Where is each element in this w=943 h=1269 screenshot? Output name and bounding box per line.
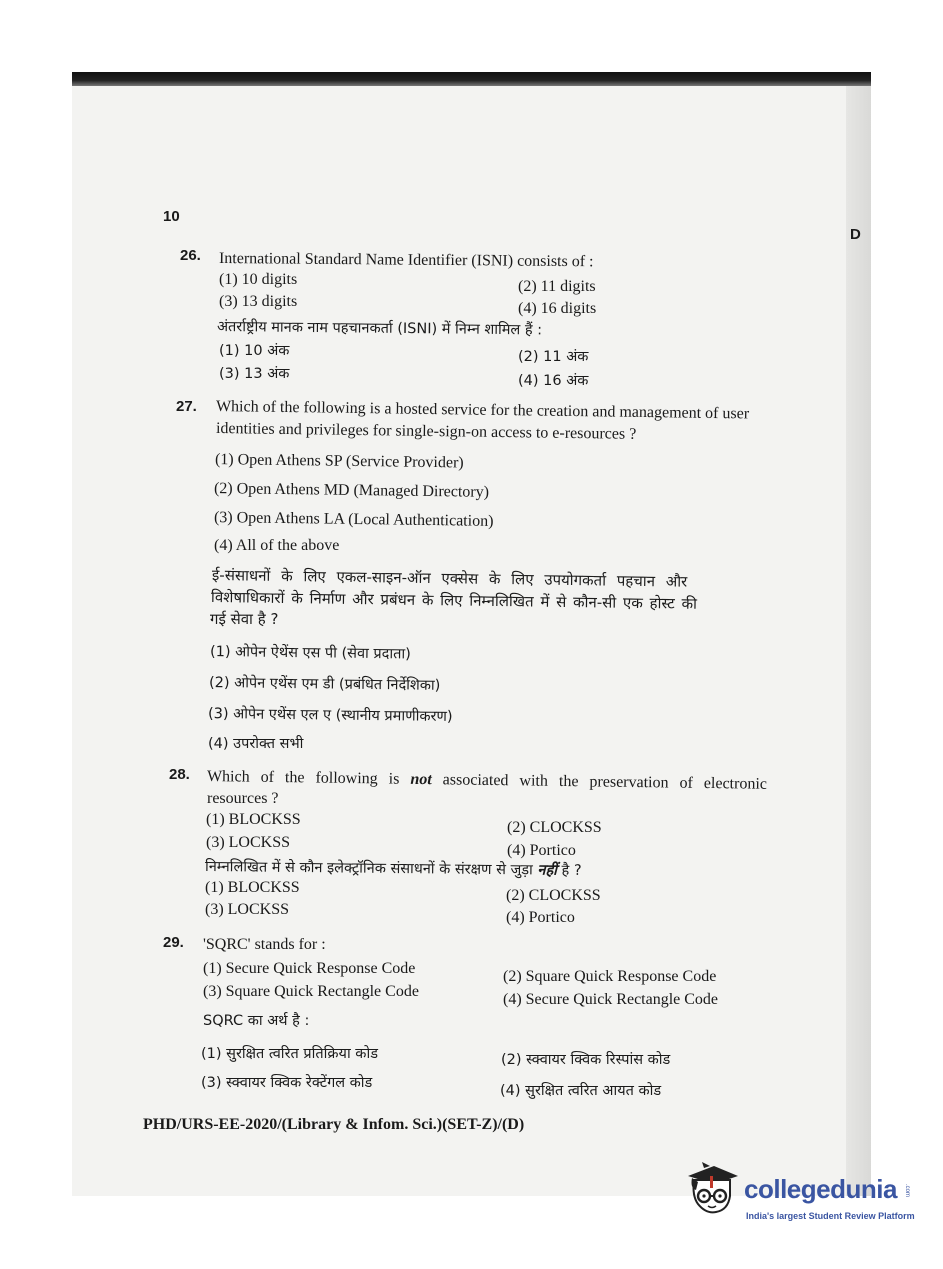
q29-option-1-hi: (1) सुरक्षित त्वरित प्रतिक्रिया कोड [201,1046,378,1062]
q26-option-3-hi: (3) 13 अंक [219,366,290,382]
q28-option-2-en: (2) CLOCKSS [507,819,602,836]
question-29-number: 29. [163,934,184,951]
q28-option-1-en: (1) BLOCKSS [206,811,301,828]
question-27-text-en-line1: Which of the following is a hosted service for the creation and management of user [215,398,750,423]
question-28-text-en-line2: resources ? [207,790,279,807]
q26-option-3-en: (3) 13 digits [219,293,298,310]
q26-option-2-hi: (2) 11 अंक [518,349,589,365]
q28-option-3-hi: (3) LOCKSS [205,901,290,918]
q28-option-1-hi: (1) BLOCKSS [205,879,300,896]
question-26-text-en: International Standard Name Identifier (ISNI) consists of : [218,250,594,271]
q27-option-1-en: (1) Open Athens SP (Service Provider) [214,451,464,472]
q28-option-2-hi: (2) CLOCKSS [506,887,601,904]
q28-option-3-en: (3) LOCKSS [206,834,291,851]
q26-option-1-hi: (1) 10 अंक [219,343,290,359]
q28-option-4-en: (4) Portico [507,842,576,859]
q27-option-4-hi: (4) उपरोक्त सभी [208,736,304,752]
question-27-text-hi-line2: विशेषाधिकारों के निर्माण और प्रबंधन के लिए निम्नलिखित में से कौन-सी एक होस्ट की [210,588,698,613]
q27-option-2-en: (2) Open Athens MD (Managed Directory) [213,480,490,501]
q28-option-4-hi: (4) Portico [506,909,575,926]
collegedunia-watermark [684,1162,924,1224]
q28-hi-post: है ? [556,862,582,879]
question-27-number: 27. [176,398,197,415]
q26-option-4-en: (4) 16 digits [518,300,597,317]
q29-option-2-hi: (2) स्क्वायर क्विक रिस्पांस कोड [501,1052,671,1068]
question-29-text-hi: SQRC का अर्थ है : [203,1013,310,1029]
q29-option-1-en: (1) Secure Quick Response Code [203,960,416,977]
q29-option-4-en: (4) Secure Quick Rectangle Code [503,991,719,1008]
q26-option-2-en: (2) 11 digits [518,278,596,295]
q29-option-3-en: (3) Square Quick Rectangle Code [203,983,419,1000]
q27-option-2-hi: (2) ओपेन एथेंस एम डी (प्रबंधित निर्देशिका) [208,675,441,694]
question-27-text-en-line2: identities and privileges for single-sign-on access to e-resources ? [215,420,637,443]
question-26-text-hi: अंतर्राष्ट्रीय मानक नाम पहचानकर्ता (ISNI) में निम्न शामिल हैं : [216,319,543,339]
scanned-page [72,72,871,1196]
student-mascot-icon [684,1162,742,1224]
question-27-text-hi-line3: गई सेवा है ? [210,610,279,628]
question-28-text-hi [205,856,582,880]
q28-hi-emphasis: नहीं [537,862,558,879]
question-28-number: 28. [169,766,190,783]
q28-text-post: associated with the preservation of electronic [431,771,768,793]
q27-option-1-hi: (1) ओपेन ऐथेंस एस पी (सेवा प्रदाता) [209,644,411,663]
q27-option-3-en: (3) Open Athens LA (Local Authentication) [213,509,494,530]
q28-hi-pre: निम्नलिखित में से कौन इलेक्ट्रॉनिक संसाधनों के संरक्षण से जुड़ा [204,859,538,879]
q28-emphasis-not: not [410,770,432,789]
q28-text-pre: Which of the following is [206,768,411,788]
scan-right-shadow [846,86,871,1196]
question-26-number: 26. [180,247,201,264]
question-27-text-hi-line1: ई-संसाधनों के लिए एकल-साइन-ऑन एक्सेस के लिए उपयोगकर्ता पहचान और [211,566,688,591]
brand-dotcom: .com [904,1184,910,1198]
q29-option-3-hi: (3) स्क्वायर क्विक रेक्टेंगल कोड [201,1075,373,1091]
brand-tagline: India's largest Student Review Platform [746,1211,915,1221]
set-code: D [850,226,861,243]
question-29-text-en: 'SQRC' stands for : [203,936,326,953]
q29-option-2-en: (2) Square Quick Response Code [503,968,717,985]
page-number: 10 [163,208,180,225]
brand-name: collegedunia [744,1174,897,1204]
scan-top-edge [72,72,871,86]
q27-option-3-hi: (3) ओपेन एथेंस एल ए (स्थानीय प्रमाणीकरण) [207,706,453,725]
q26-option-4-hi: (4) 16 अंक [518,373,589,389]
q26-option-1-en: (1) 10 digits [219,271,298,288]
q29-option-4-hi: (4) सुरक्षित त्वरित आयत कोड [500,1083,662,1099]
q27-option-4-en: (4) All of the above [214,537,340,554]
paper-code-footer: PHD/URS-EE-2020/(Library & Infom. Sci.)(SET-Z)/(D) [143,1116,525,1133]
